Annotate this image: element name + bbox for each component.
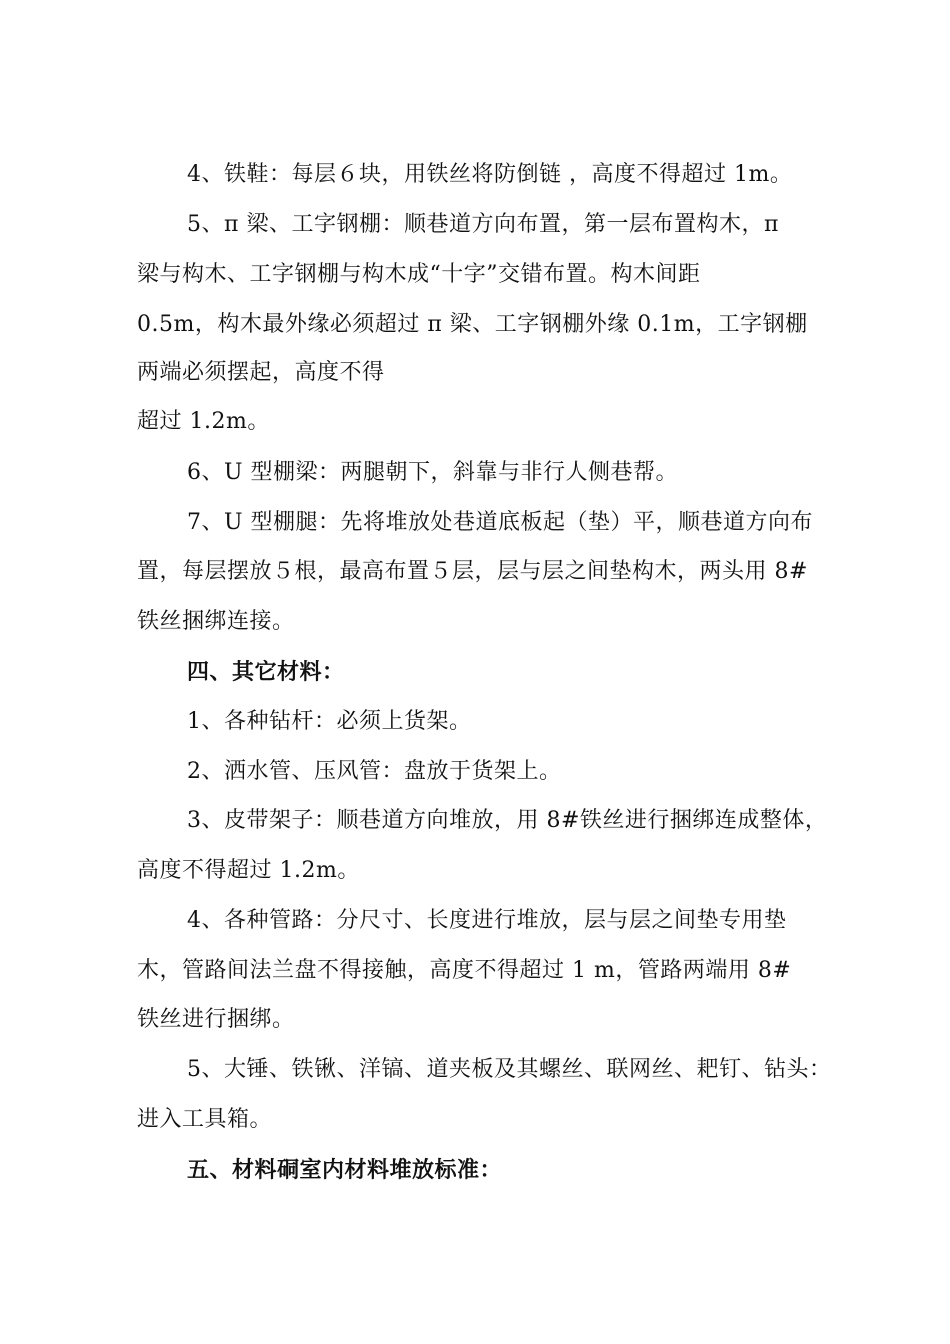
section-heading-chamber-standards: 五、材料硐室内材料堆放标准：: [187, 1157, 503, 1183]
item-4-pipes-line-2: 木，管路间法兰盘不得接触，高度不得超过 1 m，管路两端用 8#: [137, 958, 792, 983]
item-5-pi-beam-line-3: 0.5m，构木最外缘必须超过 π 梁、工字钢棚外缘 0.1m，工字钢棚: [137, 312, 808, 337]
item-5-pi-beam-line-5: 超过 1.2m。: [137, 409, 270, 434]
item-7-u-leg-line-1: 7、U 型棚腿：先将堆放处巷道底板起（垫）平，顺巷道方向布: [187, 510, 814, 535]
item-3-belt-frames-line-2: 高度不得超过 1.2m。: [137, 858, 360, 883]
item-7-u-leg-line-3: 铁丝捆绑连接。: [137, 609, 295, 634]
item-1-drill-rods: 1、各种钻杆：必须上货架。: [187, 709, 472, 734]
item-7-u-leg-line-2: 置，每层摆放５根，最高布置５层，层与层之间垫构木，两头用 8#: [137, 559, 808, 584]
item-6-u-beam: 6、U 型棚梁：两腿朝下，斜靠与非行人侧巷帮。: [187, 460, 679, 485]
item-4-iron-shoe: 4、铁鞋：每层６块，用铁丝将防倒链 ，高度不得超过 1m。: [187, 162, 793, 187]
item-5-pi-beam-line-1: 5、π 梁、工字钢棚：顺巷道方向布置，第一层布置构木，π: [187, 212, 779, 237]
item-5-tools-line-2: 进入工具箱。: [137, 1107, 273, 1132]
item-5-pi-beam-line-2: 梁与构木、工字钢棚与构木成“十字”交错布置。构木间距: [137, 262, 701, 287]
section-heading-other-materials: 四、其它材料：: [187, 659, 345, 685]
item-3-belt-frames-line-1: 3、皮带架子：顺巷道方向堆放，用 8#铁丝进行捆绑连成整体，: [187, 808, 828, 833]
item-5-pi-beam-line-4: 两端必须摆起，高度不得: [137, 360, 385, 385]
item-4-pipes-line-1: 4、各种管路：分尺寸、长度进行堆放，层与层之间垫专用垫: [187, 908, 787, 933]
item-5-tools-line-1: 5、大锤、铁锹、洋镐、道夹板及其螺丝、联网丝、耙钉、钻头：: [187, 1057, 832, 1082]
item-4-pipes-line-3: 铁丝进行捆绑。: [137, 1007, 295, 1032]
item-2-water-air-pipes: 2、洒水管、压风管：盘放于货架上。: [187, 759, 562, 784]
